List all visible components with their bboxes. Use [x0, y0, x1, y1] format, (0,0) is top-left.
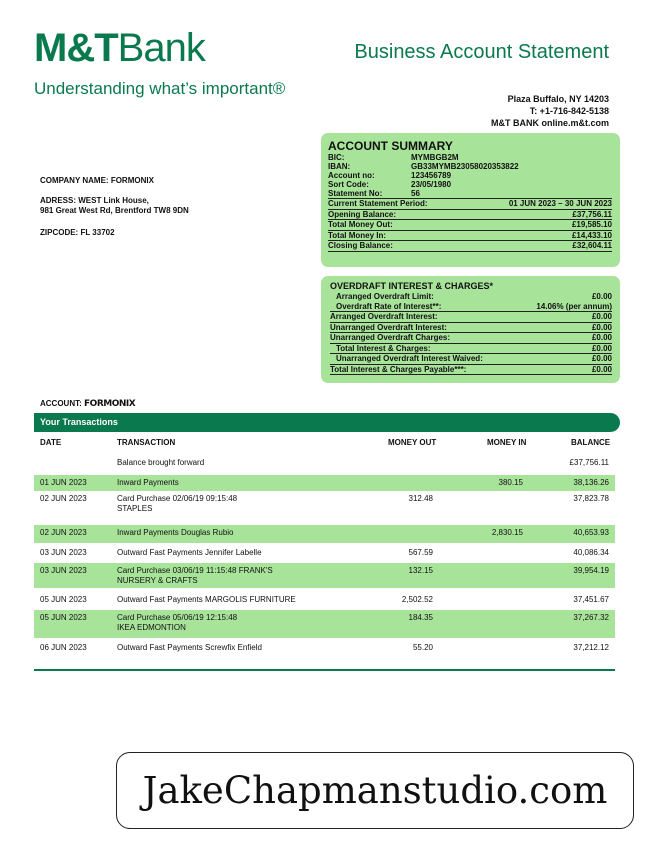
overdraft-line [330, 364, 612, 376]
table-row [34, 545, 615, 563]
bank-address [491, 93, 609, 129]
cell-transaction-line: STAPLES [117, 504, 153, 513]
cell-transaction [117, 566, 273, 586]
cell-transaction-line: Card Purchase 03/06/19 11:15:48 FRANK'S [117, 566, 273, 575]
cell-date: 01 JUN 2023 [40, 478, 87, 487]
account-label-text: ACCOUNT: [40, 399, 82, 408]
summary-detail-label: Account no: [328, 171, 375, 180]
cell-money-out: 312.48 [408, 494, 433, 503]
cell-transaction [117, 478, 179, 488]
bank-phone: T: +1-716-842-5138 [529, 106, 609, 116]
table-row [34, 610, 615, 638]
overdraft-line [330, 311, 612, 322]
overdraft-line-label: Total Interest & Charges: [336, 343, 431, 353]
overdraft-box [321, 276, 620, 383]
overdraft-line-value: £0.00 [591, 292, 612, 301]
overdraft-line-label: Overdraft Rate of Interest**: [336, 301, 442, 311]
company-zipcode: ZIPCODE: FL 33702 [40, 228, 115, 237]
table-row [34, 475, 615, 491]
cell-transaction-line: Balance brought forward [117, 458, 205, 467]
cell-date: 06 JUN 2023 [40, 643, 87, 652]
overdraft-line [330, 353, 612, 364]
tagline: Understanding what’s important® [34, 79, 286, 98]
overdraft-line-value: £0.00 [591, 322, 612, 332]
overdraft-line [330, 302, 612, 312]
summary-line [328, 219, 612, 230]
summary-line-value: £32,604.11 [572, 241, 612, 250]
document-title: Business Account Statement [354, 41, 609, 63]
company-address-line2: 981 Great West Rd, Brentford TW8 9DN [40, 206, 189, 215]
summary-detail-row [328, 180, 612, 189]
cell-transaction-line: Card Purchase 05/06/19 12:15:48 [117, 613, 238, 622]
overdraft-line-value: 14.06% (per annum) [536, 301, 612, 311]
summary-detail-row [328, 189, 612, 198]
summary-line-label: Total Money Out: [328, 220, 393, 229]
overdraft-line-label: Unarranged Overdraft Charges: [330, 333, 451, 342]
cell-transaction-line: Card Purchase 02/06/19 09:15:48 [117, 494, 238, 503]
summary-line-value: 01 JUN 2023 – 30 JUN 2023 [508, 199, 612, 208]
overdraft-line [330, 292, 612, 302]
column-header-transaction: TRANSACTION [117, 438, 176, 447]
table-row [34, 563, 615, 588]
account-label [40, 399, 135, 409]
overdraft-line-label: Total Interest & Charges Payable***: [330, 364, 467, 374]
cell-money-out: 55.20 [412, 643, 433, 652]
cell-transaction-line: Inward Payments Douglas Rubio [117, 528, 234, 537]
company-address [40, 196, 189, 216]
cell-balance: 37,212.12 [573, 643, 609, 652]
table-row [34, 592, 615, 610]
watermark: JakeChapmanstudio.com [116, 752, 634, 829]
table-bottom-rule [34, 669, 615, 671]
cell-transaction-line: Outward Fast Payments Screwfix Enfield [117, 643, 262, 652]
overdraft-line [330, 332, 612, 343]
cell-transaction-line: Inward Payments [117, 478, 179, 487]
summary-detail-label: IBAN: [328, 162, 351, 171]
cell-transaction [117, 528, 234, 538]
summary-line-value: £14,433.10 [571, 230, 612, 240]
summary-line-value: £37,756.11 [572, 209, 612, 219]
overdraft-line [330, 322, 612, 333]
summary-detail-label: Statement No: [328, 189, 383, 198]
summary-detail-value: 56 [411, 189, 420, 198]
cell-transaction-line: IKEA EDMONTION [117, 623, 186, 632]
company-name: COMPANY NAME: FORMONIX [40, 176, 154, 185]
cell-balance: 37,823.78 [573, 494, 609, 503]
summary-detail-row [328, 171, 612, 180]
summary-detail-label: Sort Code: [328, 180, 369, 189]
account-name: FORMONIX [84, 399, 136, 409]
summary-detail-value: GB33MYMB23058020353822 [411, 162, 519, 171]
table-row [34, 640, 615, 658]
summary-line-label: Opening Balance: [328, 209, 397, 219]
overdraft-line-value: £0.00 [591, 364, 612, 374]
cell-money-out: 132.15 [408, 566, 433, 575]
cell-transaction [117, 595, 296, 605]
cell-balance: 39,954.19 [573, 566, 609, 575]
cell-date: 02 JUN 2023 [40, 494, 87, 503]
account-summary-title: ACCOUNT SUMMARY [328, 139, 453, 153]
cell-money-out: 567.59 [408, 548, 433, 557]
cell-balance: 37,451.67 [573, 595, 609, 604]
overdraft-line-value: £0.00 [591, 354, 612, 363]
overdraft-title: OVERDRAFT INTEREST & CHARGES* [330, 281, 494, 291]
cell-money-out: 184.35 [408, 613, 433, 622]
cell-date: 03 JUN 2023 [40, 548, 87, 557]
cell-transaction [117, 494, 237, 514]
cell-balance: 37,267.32 [573, 613, 609, 622]
cell-date: 05 JUN 2023 [40, 595, 87, 604]
summary-line-label: Total Money In: [328, 230, 387, 240]
column-header-balance: BALANCE [571, 438, 611, 447]
overdraft-line-label: Unarranged Overdraft Interest Waived: [336, 354, 483, 363]
overdraft-line-value: £0.00 [591, 333, 612, 342]
column-header-money-out: MONEY OUT [388, 438, 437, 447]
table-row [34, 525, 615, 543]
account-summary-box [321, 133, 620, 267]
summary-line-label: Closing Balance: [328, 241, 393, 250]
bank-address-line: Plaza Buffalo, NY 14203 [507, 94, 609, 104]
summary-line-label: Current Statement Period: [328, 199, 428, 208]
summary-detail-row [328, 153, 612, 162]
cell-balance: 40,653.93 [573, 528, 609, 537]
overdraft-line-label: Arranged Overdraft Limit: [336, 292, 434, 301]
summary-detail-label: BIC: [328, 153, 345, 162]
cell-transaction [117, 548, 262, 558]
summary-detail-value: 23/05/1980 [411, 180, 452, 189]
company-address-line1: ADRESS: WEST Link House, [40, 196, 149, 205]
cell-date: 05 JUN 2023 [40, 613, 87, 622]
overdraft-line-value: £0.00 [591, 312, 612, 321]
logo-word: Bank [117, 26, 205, 70]
column-header-money-in: MONEY IN [487, 438, 527, 447]
cell-money-in: 2,830.15 [491, 528, 523, 537]
cell-money-out: 2,502.52 [401, 595, 433, 604]
cell-transaction-line: Outward Fast Payments MARGOLIS FURNITURE [117, 595, 296, 604]
transactions-header: Your Transactions [34, 413, 620, 432]
summary-detail-value: 123456789 [411, 171, 452, 180]
cell-balance: £37,756.11 [569, 458, 609, 467]
summary-detail-value: MYMBGB2M [411, 153, 459, 162]
summary-line [328, 240, 612, 252]
cell-balance: 40,086.34 [573, 548, 609, 557]
cell-transaction [117, 458, 204, 468]
cell-transaction [117, 613, 237, 633]
overdraft-line-label: Arranged Overdraft Interest: [330, 312, 438, 321]
cell-date: 03 JUN 2023 [40, 566, 87, 575]
summary-line [328, 230, 612, 241]
table-row [34, 455, 615, 471]
summary-line [328, 209, 612, 220]
table-row [34, 491, 615, 517]
summary-line [328, 198, 612, 209]
cell-transaction-line: NURSERY & CRAFTS [117, 576, 198, 585]
cell-balance: 38,136.26 [573, 478, 609, 487]
logo-mark: M&T [34, 26, 118, 70]
bank-website: M&T BANK online.m&t.com [491, 118, 609, 128]
cell-money-in: 380.15 [498, 478, 523, 487]
column-header-date: DATE [40, 438, 62, 447]
summary-line-value: £19,585.10 [571, 220, 612, 229]
summary-detail-row [328, 162, 612, 171]
bank-logo [34, 26, 205, 70]
overdraft-line [330, 343, 612, 354]
overdraft-line-value: £0.00 [591, 343, 612, 353]
cell-transaction [117, 643, 262, 653]
overdraft-line-label: Unarranged Overdraft Interest: [330, 322, 447, 332]
cell-date: 02 JUN 2023 [40, 528, 87, 537]
cell-transaction-line: Outward Fast Payments Jennifer Labelle [117, 548, 262, 557]
